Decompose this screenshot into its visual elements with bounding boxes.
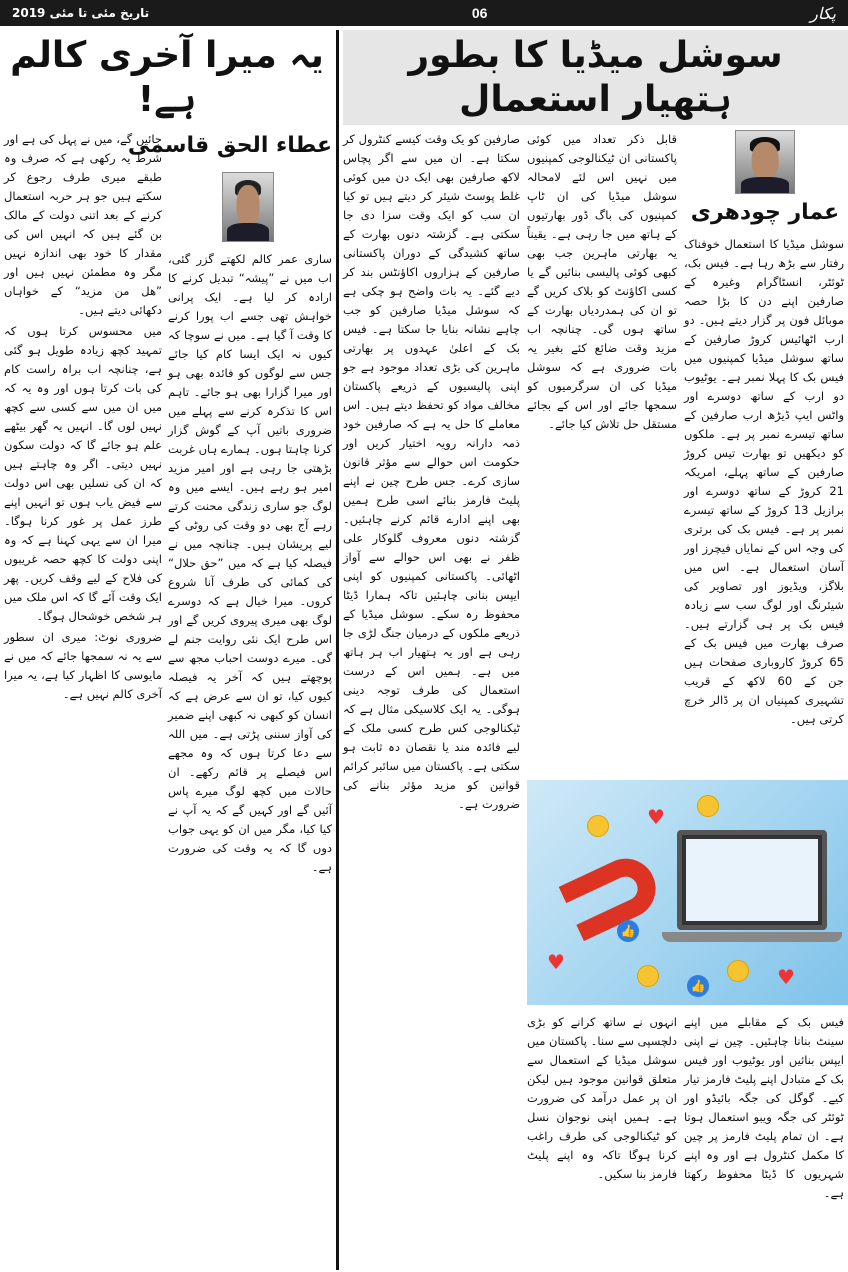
right-article-column-3: صارفین کو یک وقت کیسے کنٹرول کر سکتا ہے۔ ان میں سے اگر پچاس لاکھ صارفین بھی ایک دن میں کوئی غلط پوسٹ شیئر کر دیتے ہیں تو کیا ان سب کو ایک وقت سزا دی جا سکتی ہے۔ گزشتہ دنوں بھارت کے ساتھ کشیدگی کے دوران پاکستانی صارفین کے ہزاروں اکاؤنٹس بند کر دیے گئے۔ یہ بات واضح ہو چکی ہے کہ سوشل میڈیا صارفین کو جب چاہے نشانہ بنایا جا سکتا ہے۔ فیس بک کے اعلیٰ عہدوں پر بھارتی ماہرین کی بڑی تعداد موجود ہے جو اپنی پالیسیوں کے ذریعے پاکستان مخالف مواد کو تحفظ دیتے ہیں۔ اس معاملے کا حل یہ ہے کہ صارفین خود ذمہ دارانہ رویہ اختیار کریں اور حکومت اس حوالے سے مؤثر قانون سازی کرے۔ جس طرح چین نے اپنے پلیٹ فارمز بنائے اسی طرح ہمیں بھی اپنے ادارے قائم کرنے چاہئیں۔ گزشتہ دنوں معروف گلوکار علی ظفر نے بھی اس حوالے سے آواز اٹھائی۔ پاکستانی کمپنیوں کو اپنی ایپس بنانی چاہئیں تاکہ ہمارا ڈیٹا محفوظ رہ سکے۔ سوشل میڈیا کے ذریعے ملکوں کے درمیان جنگ لڑی جا رہی ہے اور یہ ہتھیار اب ہر ہاتھ میں ہے۔ ہمیں اس کے درست استعمال کی طرف توجہ دینی ہوگی۔ یہ ایک کلاسیکی مثال ہے کہ ٹیکنالوجی کس طرح کسی ملک کے لیے فائدہ مند یا نقصان دہ ثابت ہو سکتی ہے۔ پاکستان میں سائبر کرائم قوانین کو مزید مؤثر بنانے کی ضرورت ہے۔: [343, 132, 520, 811]
author-name-left: عطاء الحق قاسمی: [127, 133, 332, 158]
author-photo-left: [222, 172, 274, 242]
like-icon: 👍: [617, 920, 639, 942]
left-article-column-2: ساری عمر کالم لکھتے گزر گئی، اب میں نے ”پیشہ“ تبدیل کرنے کا ارادہ کر لیا ہے۔ ایک پرانی خواہش تھی جسے اب پورا کرنے کا وقت آ گیا ہے۔ میں نے سوچا کہ کیوں نہ ایک ایسا کام کیا جائے جس سے لوگوں کو فائدہ بھی ہو اور میرا گزارا بھی ہو جائے۔ تاہم اس کا تذکرہ کرنے سے پہلے میں ضروری باتیں آپ کے گوش گزار کرنا چاہتا ہوں۔ ہمارے ہاں غربت بڑھتی جا رہی ہے اور امیر مزید امیر ہو رہے ہیں۔ ایسے میں وہ لوگ جو ساری زندگی محنت کرتے رہے آج بھی دو وقت کی روٹی کے لیے پریشان ہیں۔ چنانچہ میں نے فیصلہ کیا ہے کہ میں ”حق حلال“ کی کمائی کی طرف آنا شروع کروں۔ میرا خیال ہے کہ دوسرے لوگ بھی میری پیروی کریں گے اور اس طرح ایک نئی روایت جنم لے گی۔ میرے دوست احباب مجھ سے پوچھتے ہیں کہ آخر یہ فیصلہ کیوں کیا، تو ان سے عرض ہے کہ انسان کو کبھی نہ کبھی اپنے ضمیر کی آواز سننی پڑتی ہے۔ میں اللہ سے دعا کرتا ہوں کہ وہ مجھے اس فیصلے پر قائم رکھے۔ ان حالات میں کچھ لوگ میرے پاس آئیں گے اور کہیں گے کہ یہ آپ نے کیا کیا، مگر میں ان کو یہی جواب دوں گا کہ یہ وقت کی ضرورت ہے۔: [168, 252, 332, 874]
like-icon: 👍: [687, 975, 709, 997]
left-article-column-1: جائیں گے، میں نے پہل کی ہے اور شرط یہ رکھی ہے کہ صرف وہ طبقے میری طرف رجوع کر سکتے ہیں جو ہر حربہ استعمال کرنے کے بعد اتنی دولت کے مالک بن گئے ہیں کہ انہیں اس کی مقدار کا خود بھی اندازہ نہیں مگر وہ مطمئن نہیں ہیں اور ”ھل من مزید“ کے خواہاں دکھائی دیتے ہیں۔ میں محسوس کرتا ہوں کہ تمہید کچھ زیادہ طویل ہو گئی ہے، چنانچہ اب براہ راست کام کی بات کرتا ہوں اور وہ یہ کہ میں ان میں سے کسی سے کچھ نہیں لوں گا۔ انہیں یہ گھر بیٹھے علم ہو جائے گا کہ دولت سکون نہیں دیتی۔ اگر وہ چاہتے ہیں کہ ان کی نسلیں بھی اس دولت سے فیض یاب ہوں تو انہیں اپنے طرز عمل پر غور کرنا ہوگا۔ میرا ان سے یہی کہنا ہے کہ وہ اپنی دولت کا کچھ حصہ غریبوں کی فلاح کے لیے وقف کریں۔ پھر ایک وقت آئے گا کہ اس ملک میں ہر شخص خوشحال ہوگا۔ ضروری نوٹ: میری ان سطور سے یہ نہ سمجھا جائے کہ میں نے مایوسی کا اظہار کیا ہے، یہ میرا آخری کالم نہیں ہے۔: [4, 132, 162, 701]
right-article-column-2: قابل ذکر تعداد میں کوئی پاکستانی ان ٹیکنالوجی کمپنیوں میں نہیں اس لئے لامحالہ سوشل میڈیا کی ان ٹاپ کمپنیوں کی باگ ڈور بھارتیوں کے ہاتھ میں جا رہی ہے۔ یقیناً یہ بھارتی ماہرین جب بھی کبھی کوئی پالیسی بنائیں گے یا کسی اکاؤنٹ کو بلاک کریں گے تو ان کی ہمدردیاں بھارت کے ساتھ ہوں گی۔ چنانچہ اب مزید وقت ضائع کئے بغیر یہ بات ضروری ہے کہ سوشل میڈیا کی ان سرگرمیوں کو سمجھا جائے اور اس کے بجائے مستقل حل تلاش کیا جائے۔: [527, 132, 677, 431]
emoji-icon: [697, 795, 719, 817]
emoji-icon: [727, 960, 749, 982]
column-divider: [336, 30, 339, 1270]
author-name-right: عمار چودھری: [690, 200, 840, 225]
issue-date: تاریخ مئی تا مئی 2019: [12, 6, 150, 20]
author-photo-right: [735, 130, 795, 194]
left-article-headline: یہ میرا آخری کالم ہے!: [10, 34, 324, 120]
page-number: 06: [471, 5, 488, 21]
social-media-magnet-illustration: [527, 780, 848, 1005]
right-article-column-1: سوشل میڈیا کا استعمال خوفناک رفتار سے بڑھ رہا ہے۔ فیس بک، ٹوئٹر، انسٹاگرام وغیرہ کے صارفین اپنے دن کا بڑا حصہ موبائل فون پر گزار دیتے ہیں۔ دو ارب اٹھائیس کروڑ صارفین کے ساتھ سوشل میڈیا کمپنیوں میں فیس بک کا پہلا نمبر ہے۔ یوٹیوب دو ارب کے ساتھ دوسرے اور واٹس ایپ ڈیڑھ ارب صارفین کے ساتھ تیسرے نمبر پر ہے۔ ملکوں کو دیکھیں تو بھارت تیس کروڑ صارفین کے ساتھ پہلے، امریکہ 21 کروڑ کے ساتھ دوسرے اور برازیل 13 کروڑ کے ساتھ تیسرے نمبر پر ہے۔ فیس بک کی برتری کی وجہ اس کے نمایاں فیچرز اور آسان استعمال ہے۔ اس میں بلاگز، ویڈیوز اور تصاویر کی شیئرنگ اور لوگ سب سے زیادہ فیس بک پر ہی گزارتے ہیں۔ صرف بھارت میں فیس بک کے 65 کروڑ کاروباری صفحات ہیں جن کے 60 لاکھ کے قریب تشہیری کمپنیاں ان پر ڈالر خرچ کرتی ہیں۔: [684, 237, 844, 726]
right-article-column-2-continued: انہوں نے ساتھ کرانے کو بڑی دلچسپی سے سنا۔ پاکستان میں سوشل میڈیا کے استعمال سے متعلق قوانین موجود ہیں لیکن ان پر عمل درآمد کی ضرورت ہے۔ ہمیں اپنی نوجوان نسل کو ٹیکنالوجی کی طرف راغب کرنا ہوگا تاکہ وہ اپنے پلیٹ فارمز بنا سکیں۔: [527, 1015, 677, 1181]
laptop-icon: [677, 830, 827, 930]
magnet-icon: [559, 849, 666, 941]
newspaper-logo: پکار: [810, 3, 836, 23]
emoji-icon: [637, 965, 659, 987]
right-article-column-1-continued: فیس بک کے مقابلے میں اپنے سینٹ بنانا چاہئیں۔ چین نے اپنی ایپس بنائیں اور یوٹیوب اور فیس بک کے متبادل اپنے پلیٹ فارمز تیار کیے۔ گوگل کی جگہ بائیڈو اور ٹوئٹر کی جگہ ویبو استعمال ہوتا ہے۔ ان تمام پلیٹ فارمز پر چین کا مکمل کنٹرول ہے اور وہ اپنے شہریوں کا ڈیٹا محفوظ رکھتا ہے۔: [684, 1015, 844, 1200]
heart-icon: ♥: [547, 950, 565, 974]
heart-icon: ♥: [647, 805, 665, 829]
right-article-headline: سوشل میڈیا کا بطور ہتھیار استعمال: [343, 30, 848, 125]
heart-icon: ♥: [777, 965, 795, 989]
page-header-bar: [0, 0, 848, 26]
emoji-icon: [587, 815, 609, 837]
